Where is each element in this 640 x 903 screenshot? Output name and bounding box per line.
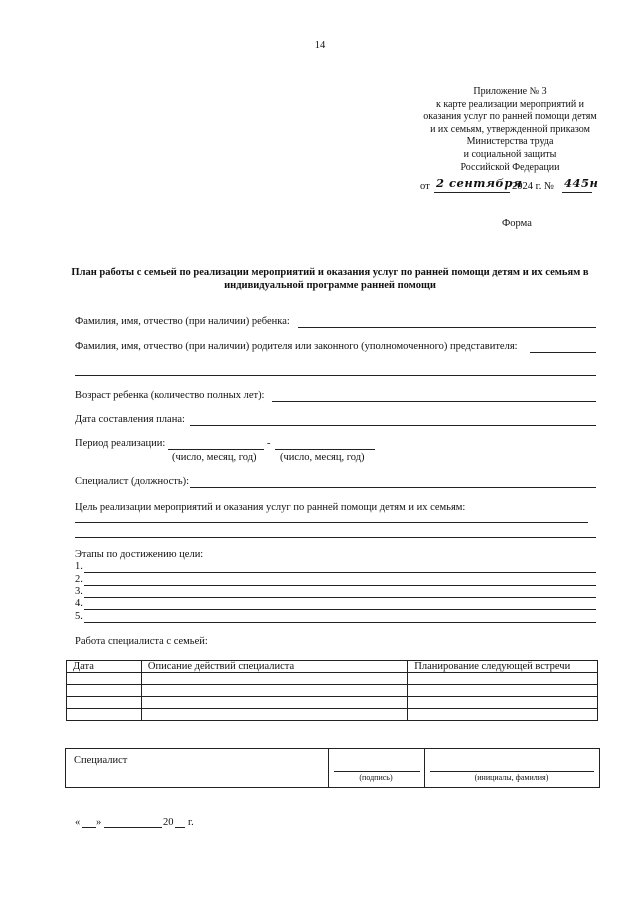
- signature-box: [65, 748, 600, 788]
- table-cell[interactable]: [67, 673, 142, 685]
- child-name-label: Фамилия, имя, отчество (при наличии) ребенка:: [75, 316, 290, 327]
- header-next-meeting: Планирование следующей встречи: [408, 661, 598, 673]
- appendix-line: оказания услуг по ранней помощи детям: [423, 111, 597, 123]
- plan-date-label: Дата составления плана:: [75, 414, 185, 425]
- order-date-line: [434, 192, 510, 193]
- table-row[interactable]: [67, 685, 598, 697]
- stage-number: 4.: [75, 598, 83, 609]
- table-cell[interactable]: [141, 697, 407, 709]
- header-date: Дата: [67, 661, 142, 673]
- period-start-field[interactable]: [168, 449, 264, 450]
- table-row[interactable]: [67, 673, 598, 685]
- appendix-line: Российской Федерации: [460, 161, 560, 173]
- table-cell[interactable]: [67, 697, 142, 709]
- appendix-line: и их семьям, утвержденной приказом: [430, 123, 590, 135]
- table-row[interactable]: [67, 709, 598, 721]
- table-cell[interactable]: [408, 673, 598, 685]
- specialist-initials-field[interactable]: [430, 771, 594, 772]
- signature-hint: (подпись): [359, 773, 393, 782]
- date-year-suffix: г.: [188, 817, 194, 828]
- stage-field[interactable]: [84, 585, 596, 586]
- stage-field[interactable]: [84, 609, 596, 610]
- goal-field-line[interactable]: [75, 522, 588, 523]
- date-year-field[interactable]: [175, 827, 185, 828]
- signature-field[interactable]: [334, 771, 420, 772]
- specialist-position-label: Специалист (должность):: [75, 476, 190, 487]
- period-label: Период реализации:: [75, 438, 166, 449]
- parent-name-label: Фамилия, имя, отчество (при наличии) родителя или законного (уполномоченного) представителя:: [75, 341, 518, 352]
- table-cell[interactable]: [141, 673, 407, 685]
- appendix-line: Министерства труда: [466, 136, 554, 148]
- table-cell[interactable]: [408, 709, 598, 721]
- date-open-quote: «: [75, 817, 81, 828]
- table-cell[interactable]: [408, 697, 598, 709]
- stages-label: Этапы по достижению цели:: [75, 549, 204, 560]
- table-cell[interactable]: [141, 709, 407, 721]
- stage-field[interactable]: [84, 597, 596, 598]
- form-label: Форма: [502, 218, 532, 229]
- date-month-field[interactable]: [104, 827, 162, 828]
- date-day-field[interactable]: [82, 827, 96, 828]
- order-year: 2024 г. №: [512, 181, 555, 192]
- goal-field-line[interactable]: [75, 537, 596, 538]
- child-name-field[interactable]: [298, 327, 596, 328]
- table-cell[interactable]: [141, 685, 407, 697]
- page-number: 14: [314, 40, 326, 51]
- parent-name-field-extra[interactable]: [75, 375, 596, 376]
- stage-field[interactable]: [84, 622, 596, 623]
- stage-number: 2.: [75, 574, 83, 585]
- order-date-handwritten: 2 сентября: [436, 176, 523, 190]
- specialist-position-field[interactable]: [190, 487, 596, 488]
- work-label: Работа специалиста с семьей:: [75, 636, 208, 647]
- order-from: от: [420, 181, 430, 192]
- order-number-handwritten: 445н: [564, 176, 599, 190]
- stage-number: 3.: [75, 586, 83, 597]
- stage-number: 5.: [75, 611, 83, 622]
- stage-field[interactable]: [84, 572, 596, 573]
- appendix-line: к карте реализации мероприятий и: [435, 98, 585, 110]
- child-age-field[interactable]: [272, 401, 596, 402]
- initials-hint: (инициалы, фамилия): [474, 773, 549, 782]
- work-table: [66, 660, 598, 721]
- plan-date-field[interactable]: [190, 425, 596, 426]
- period-dash: -: [267, 438, 271, 449]
- period-end-hint: (число, месяц, год): [280, 452, 365, 463]
- child-age-label: Возраст ребенка (количество полных лет):: [75, 390, 265, 401]
- appendix-header: [390, 86, 630, 174]
- table-row[interactable]: [67, 697, 598, 709]
- goal-label: Цель реализации мероприятий и оказания услуг по ранней помощи детям и их семьям:: [75, 502, 466, 513]
- signature-specialist-label: Специалист: [74, 755, 128, 766]
- document-title: План работы с семьей по реализации мероприятий и оказания услуг по ранней помощи детям и их семьям в индивидуальной программе ранней помощи: [71, 267, 589, 291]
- table-cell[interactable]: [67, 709, 142, 721]
- table-cell[interactable]: [408, 685, 598, 697]
- table-cell[interactable]: [67, 685, 142, 697]
- appendix-line: и социальной защиты: [463, 148, 557, 160]
- parent-name-field[interactable]: [530, 352, 596, 353]
- table-header-row: [67, 661, 598, 673]
- appendix-line: Приложение № 3: [473, 86, 547, 97]
- stage-number: 1.: [75, 561, 83, 572]
- date-year-prefix: 20: [163, 817, 174, 828]
- period-end-field[interactable]: [275, 449, 375, 450]
- period-start-hint: (число, месяц, год): [172, 452, 257, 463]
- order-number-line: [562, 192, 592, 193]
- header-actions: Описание действий специалиста: [141, 661, 407, 673]
- date-close-quote: »: [96, 817, 102, 828]
